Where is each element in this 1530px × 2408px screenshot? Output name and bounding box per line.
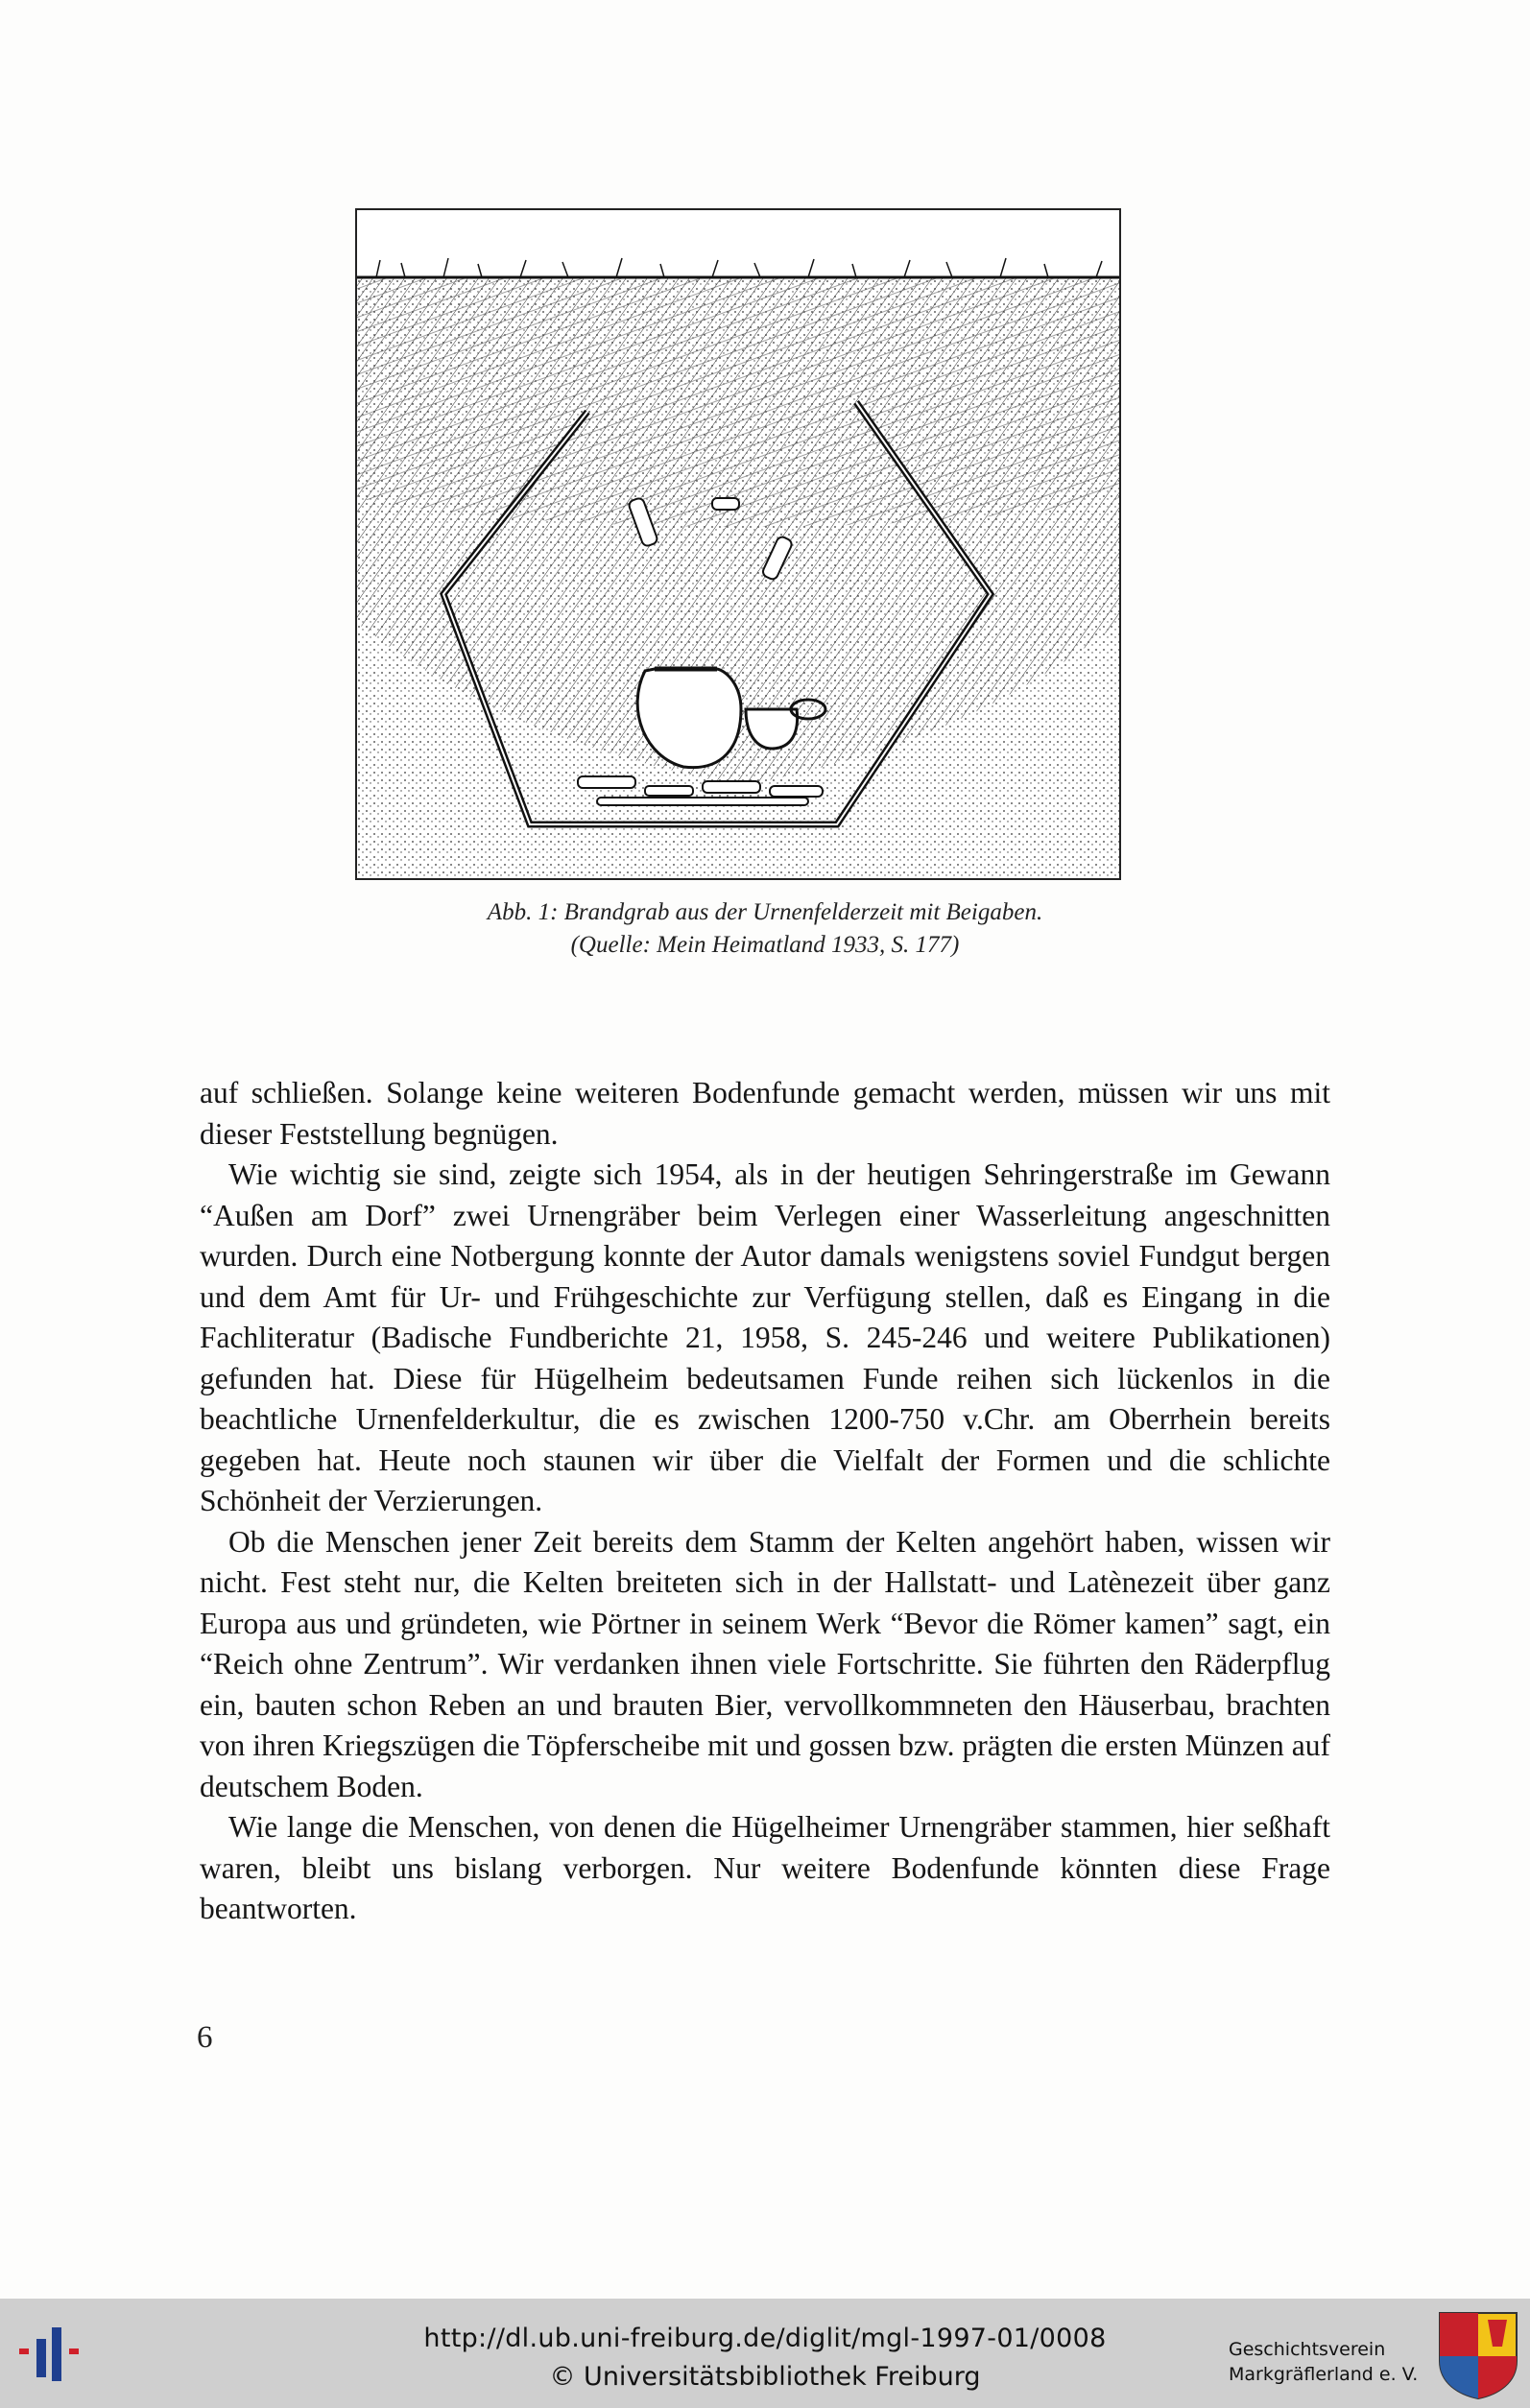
page-number: 6 [197, 2020, 213, 2055]
figure-caption-line1: Abb. 1: Brandgrab aus der Urnenfelderzeit mit Beigaben. [487, 899, 1043, 925]
coat-of-arms-icon [1435, 2308, 1521, 2400]
paragraph: auf schließen. Solange keine weiteren Bodenfunde gemacht werden, müssen wir uns mit dieser Feststellung begnügen. [200, 1076, 1330, 1151]
paragraph: Ob die Menschen jener Zeit bereits dem Stamm der Kelten angehört haben, wissen wir nicht. Fest steht nur, die Kelten breiteten sich in der Hallstatt- und Latènezeit über ganz Europa aus und gründeten, wie Pörtner in seinem Werk “Bevor die Römer kamen” sagt, ein “Reich ohne Zentrum”. Wir verdanken ihnen viele Fortschritte. Sie führten den Räderpflug ein, bauten schon Reben an und brauten Bier, vervollkommneten den Häuserbau, brachten von ihren Kriegszügen die Töpferscheibe mit und gossen bzw. prägten die ersten Münzen auf deutschem Boden. [200, 1524, 1330, 1803]
body-text [200, 1073, 1330, 1930]
paragraph: Wie lange die Menschen, von denen die Hügelheimer Urnengräber stammen, hier seßhaft waren, bleibt uns bislang verborgen. Nur weitere Bodenfunde könnten diese Frage beantworten. [200, 1810, 1330, 1925]
footer-organization [1229, 2337, 1421, 2387]
footer-copyright: © Universitätsbibliothek Freiburg [549, 2362, 981, 2392]
paragraph: Wie wichtig sie sind, zeigte sich 1954, als in der heutigen Sehringerstraße im Gewann “Außen am Dorf” zwei Urnengräber beim Verlegen einer Wasserleitung angeschnitten wurden. Durch eine Notbergung konnte der Autor damals wenigstens soviel Fundgut bergen und dem Amt für Ur- und Frühgeschichte zur Verfügung stellen, daß es Eingang in die Fachliteratur (Badische Fundberichte 21, 1958, S. 245-246 und weitere Publikationen) gefunden hat. Diese für Hügelheim bedeutsamen Funde reihen sich lückenlos in die beachtliche Urnenfelderkultur, die es zwischen 1200-750 v.Chr. am Oberrhein bereits gegeben hat. Heute noch staunen wir über die Vielfalt der Formen und die schlichte Schönheit der Verzierungen. [200, 1157, 1330, 1517]
figure-illustration [355, 208, 1121, 880]
footer-bar [0, 2299, 1530, 2408]
figure-caption-line2: (Quelle: Mein Heimatland 1933, S. 177) [570, 932, 960, 958]
org-name-line1: Geschichtsverein [1229, 2339, 1386, 2360]
org-name-line2: Markgräflerland e. V. [1229, 2364, 1419, 2385]
grave-illustration-svg [357, 210, 1119, 878]
footer-url-link[interactable]: http://dl.ub.uni-freiburg.de/diglit/mgl-1997-01/0008 [423, 2324, 1107, 2353]
